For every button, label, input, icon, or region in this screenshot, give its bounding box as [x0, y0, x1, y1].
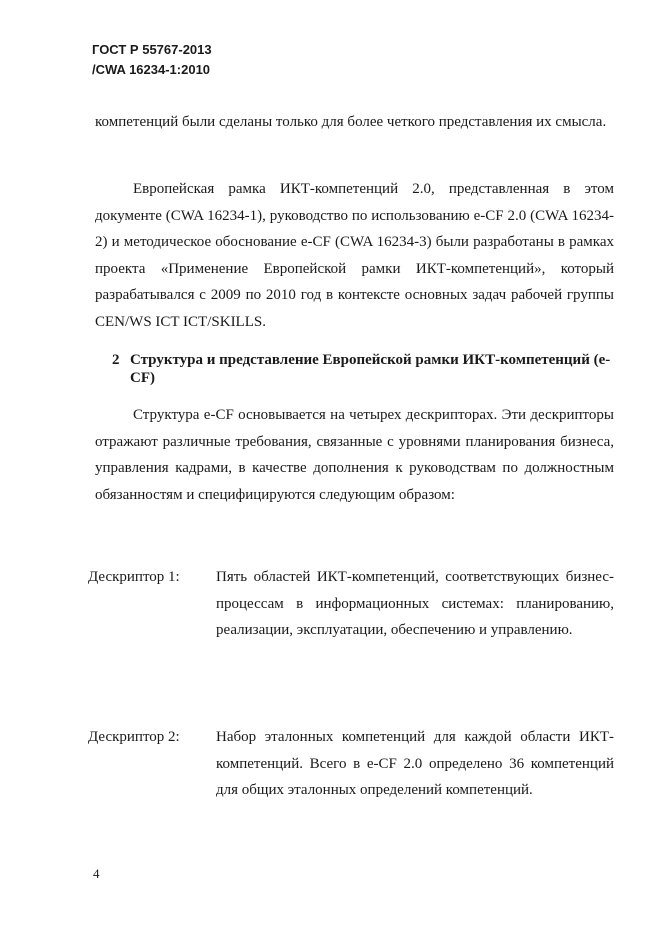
page-number: 4: [93, 866, 100, 881]
paragraph-structure: [95, 402, 614, 508]
document-header: [92, 40, 212, 80]
paragraph-continuation: [95, 109, 614, 136]
standard-code-cwa: /CWA 16234-1:2010: [92, 62, 211, 77]
standard-code: ГОСТ Р 55767-2013: [92, 42, 212, 57]
paragraph-text: компетенций были сделаны только для более четкого представления их смысла.: [95, 114, 607, 130]
descriptor-2-text: Набор эталонных компетенций для каждой области ИКТ-компетенций. Всего в e-CF 2.0 определено 36 компетенций для общих эталонных определений компетенций.: [216, 729, 614, 798]
section-number: 2: [112, 352, 120, 368]
descriptor-2-label: Дескриптор 2:: [88, 729, 180, 745]
paragraph-text: Европейская рамка ИКТ-компетенций 2.0, представленная в этом документе (CWA 16234-1), руководство по использованию e-CF 2.0 (CWA 16234-2) и методическое обоснование e-CF (CWA 16234-3) были разработаны в рамках проекта «Применение Европейской рамки ИКТ-компетенций», который разрабатывался с 2009 по 2010 год в контексте основных задач рабочей группы CEN/WS ICT ICT/SKILLS.: [95, 181, 614, 330]
paragraph-text: Структура e-CF основывается на четырех дескрипторах. Эти дескрипторы отражают различные требования, связанные с уровнями планирования бизнеса, управления кадрами, в качестве дополнения к руководствам по должностным обязанностям и специфицируются следующим образом:: [95, 407, 614, 503]
descriptor-1-label: Дескриптор 1:: [88, 569, 180, 585]
descriptor-1-text: Пять областей ИКТ-компетенций, соответствующих бизнес-процессам в информационных системах: планированию, реализации, эксплуатации, обеспечению и управлению.: [216, 569, 614, 638]
paragraph-ecf-documents: [95, 176, 614, 335]
section-title: Структура и представление Европейской рамки ИКТ-компетенций (e-CF): [130, 352, 611, 386]
